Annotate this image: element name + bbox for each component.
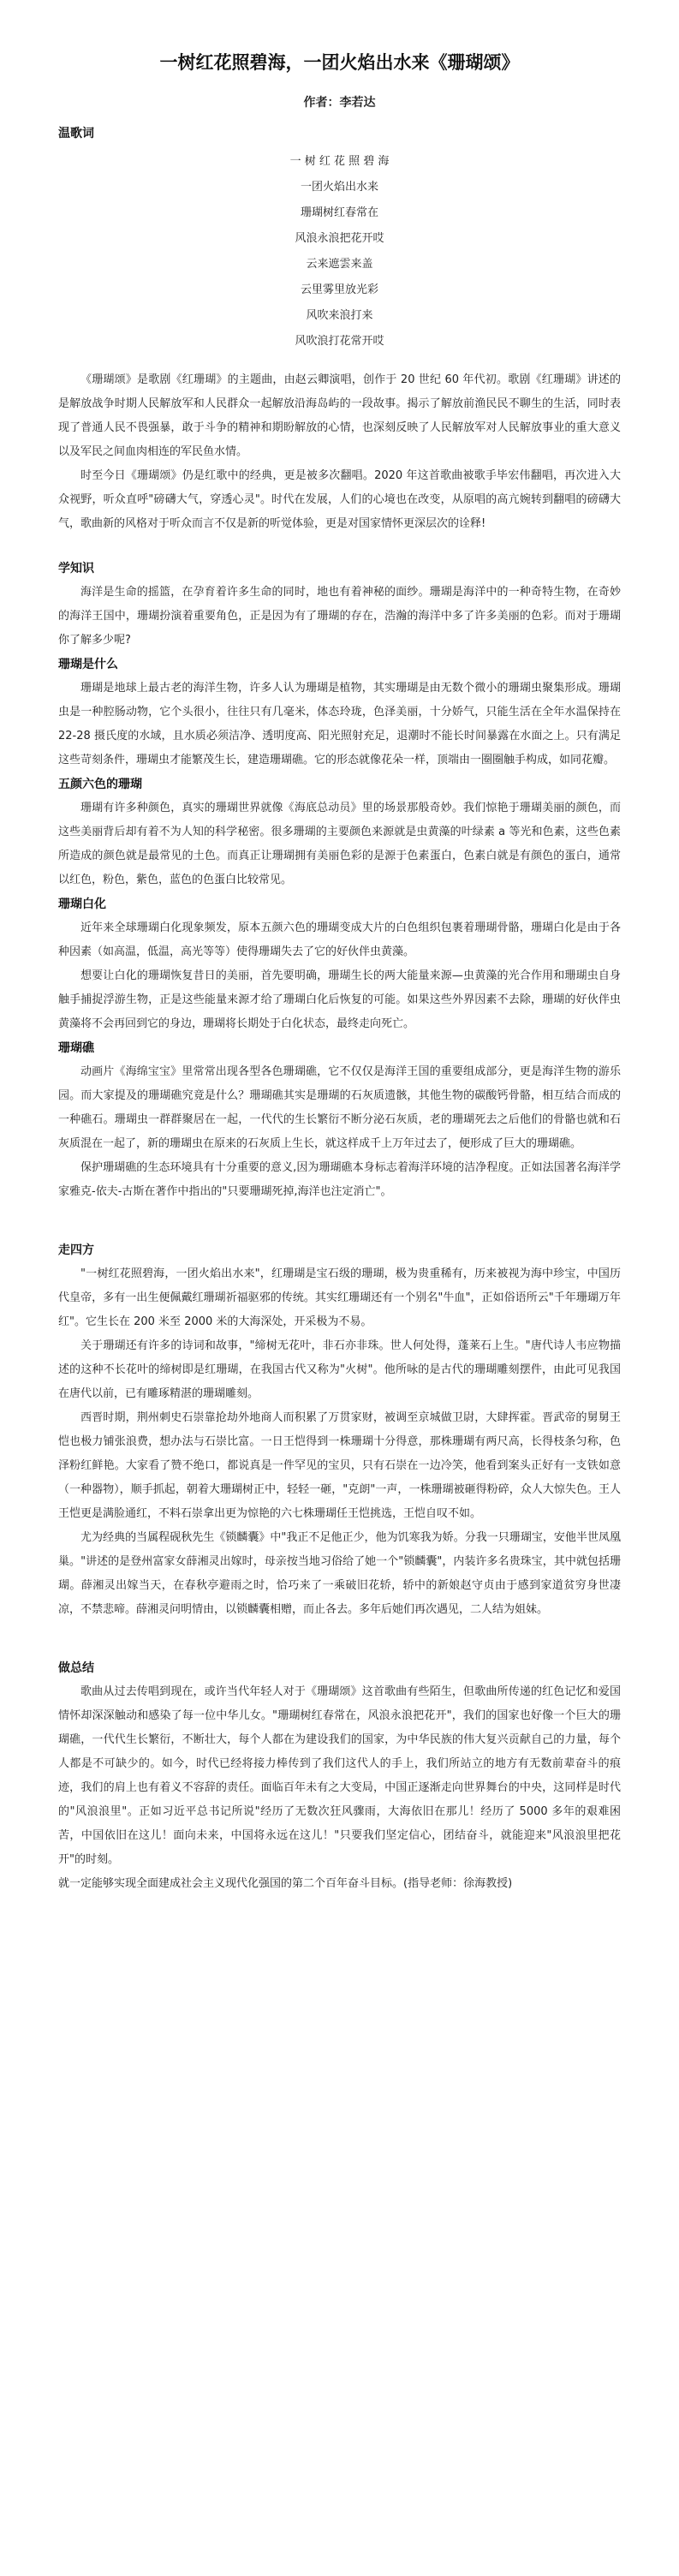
- lyric-line: 云里雾里放光彩: [300, 283, 378, 296]
- coral-definition-paragraph: 珊瑚是地球上最古老的海洋生物，许多人认为珊瑚是植物，其实珊瑚是由无数个微小的珊瑚虫聚集形成。珊瑚虫是一种腔肠动物，它个头很小，往往只有几毫米，体态玲珑，色泽美丽，十分娇气，只能生活在全年水温保持在 22-28 摄氏度的水域，且水质必须洁净、透明度高、阳光照射充足，退潮时不能长时间暴露在水面之上。只有满足这些苛刻条件，珊瑚虫才能繁茂生长，建造珊瑚礁。它的形态就像花朵一样，顶端由一圈圈触手构成，如同花瓣。: [58, 682, 621, 766]
- lyric-line: 云来遮雲来盖: [306, 258, 373, 271]
- walk-paragraph: 西晋时期，荆州刺史石崇靠抢劫外地商人而积累了万贯家财，被调至京城做卫尉，大肆挥霍。晋武帝的舅舅王恺也极力铺张浪费，想办法与石崇比富。一日王恺得到一株珊瑚十分得意，那株珊瑚有两尺高，长得枝条匀称，色泽粉红鲜艳。大家看了赞不绝口，都说真是一件罕见的宝贝，只有石崇在一边冷笑，他看到案头正好有一支铁如意（一种器物），顺手抓起，朝着大珊瑚树正中，轻轻一砸，"克朗"一声，一株珊瑚被砸得粉碎，众人大惊失色。王人王恺更是满脸通红，不料石崇拿出更为惊艳的六七株珊瑚任王恺挑选，王恺自叹不如。: [58, 1411, 621, 1520]
- lyric-line: 珊瑚树红春常在: [300, 206, 378, 219]
- walk-paragraph: 关于珊瑚还有许多的诗词和故事，"缔树无花叶，非石亦非珠。世人何处得，蓬莱石上生。"唐代诗人韦应物描述的这种不长花叶的缔树即是红珊瑚，在我国古代又称为"火树"。他所咏的是古代的珊瑚雕刻摆件，由此可见我国在唐代以前，已有雕琢精湛的珊瑚雕刻。: [58, 1339, 621, 1400]
- lyric-line: 一 树 红 花 照 碧 海: [289, 155, 390, 168]
- walk-heading: 走四方: [58, 1243, 94, 1257]
- lyric-line: 一团火焰出水来: [300, 181, 378, 194]
- learn-heading: 学知识: [58, 562, 94, 575]
- walk-paragraph: "一树红花照碧海，一团火焰出水来"，红珊瑚是宝石级的珊瑚，极为贵重稀有，历来被视为海中珍宝，中国历代皇帝，多有一出生便佩戴红珊瑚祈福驱邪的传统。其实红珊瑚还有一个别名"牛血"，正如俗语所云"千年珊瑚万年红"。它生长在 200 米至 2000 米的大海深处，开采极为不易。: [58, 1267, 621, 1328]
- author-line: 作者：李若达: [303, 96, 376, 110]
- lyric-line: 风吹来浪打来: [306, 309, 373, 322]
- subheading-coral-bleaching: 珊瑚白化: [58, 897, 106, 911]
- lyric-line: 风吹浪打花常开哎: [295, 335, 384, 348]
- intro-paragraph: 《珊瑚颂》是歌剧《红珊瑚》的主题曲，由赵云卿演唱，创作于 20 世纪 60 年代初。歌剧《红珊瑚》讲述的是解放战争时期人民解放军和人民群众一起解放沿海岛屿的一段故事。揭示了解放前渔民民不聊生的生活，同时表现了普通人民不畏强暴，敢于斗争的精神和期盼解放的心情，也深刻反映了人民解放军对人民解放事业的重大意义以及军民之间血肉相连的军民鱼水情。: [58, 373, 621, 458]
- reef-paragraph: 保护珊瑚礁的生态环境具有十分重要的意义,因为珊瑚礁本身标志着海洋环境的洁净程度。正如法国著名海洋学家雅克-依夫-古斯在著作中指出的"只要珊瑚死掉,海洋也注定消亡"。: [58, 1161, 621, 1198]
- intro-paragraph: 时至今日《珊瑚颂》仍是红歌中的经典，更是被多次翻唱。2020 年这首歌曲被歌手毕宏伟翻唱，再次进入大众视野，听众直呼"磅礴大气，穿透心灵"。时代在发展，人们的心境也在改变，从原唱的高亢婉转到翻唱的磅礴大气，歌曲新的风格对于听众而言不仅是新的听觉体验，更是对国家情怀更深层次的诠释!: [58, 469, 621, 530]
- article-title: 一树红花照碧海，一团火焰出水来《珊瑚颂》: [159, 52, 520, 73]
- lyric-line: 风浪永浪把花开哎: [295, 232, 384, 245]
- coral-colors-paragraph: 珊瑚有许多种颜色，真实的珊瑚世界就像《海底总动员》里的场景那般奇妙。我们惊艳于珊瑚美丽的颜色，而这些美丽背后却有着不为人知的科学秘密。很多珊瑚的主要颜色来源就是虫黄藻的叶绿素 a 等光和色素，这些色素所造成的颜色就是最常见的土色。而真正让珊瑚拥有美丽色彩的是源于色素蛋白，色素白就是有颜色的蛋白，通常以红色，粉色，紫色，蓝色的色蛋白比较常见。: [58, 802, 621, 886]
- subheading-coral-reef: 珊瑚礁: [58, 1041, 94, 1055]
- closing-paragraph: 就一定能够实现全面建成社会主义现代化强国的第二个百年奋斗目标。(指导老师：徐海教授): [58, 1877, 513, 1890]
- lyrics-block: [58, 149, 621, 355]
- learn-intro-paragraph: 海洋是生命的摇篮，在孕育着许多生命的同时，地也有着神秘的面纱。珊瑚是海洋中的一种奇特生物，在奇妙的海洋王国中，珊瑚扮演着重要角色，正是因为有了珊瑚的存在，浩瀚的海洋中多了许多美丽的色彩。而对于珊瑚你了解多少呢?: [58, 586, 621, 647]
- reef-paragraph: 动画片《海绵宝宝》里常常出现各型各色珊瑚礁，它不仅仅是海洋王国的重要组成部分，更是海洋生物的游乐园。而大家提及的珊瑚礁究竟是什么？珊瑚礁其实是珊瑚的石灰质遗骸，其他生物的碳酸钙骨骼，相互结合而成的一种礁石。珊瑚虫一群群聚居在一起，一代代的生长繁衍不断分泌石灰质，老的珊瑚死去之后他们的骨骼也就和石灰质混在一起了，新的珊瑚虫在原来的石灰质上生长，就这样成千上万年过去了，便形成了巨大的珊瑚礁。: [58, 1065, 621, 1150]
- walk-paragraph: 尤为经典的当属程砚秋先生《锁麟囊》中"我正不足他正少，他为饥寒我为娇。分我一只珊瑚宝，安他半世凤凰巢。"讲述的是登州富家女薛湘灵出嫁时，母亲按当地习俗给了她一个"锁麟囊"，内装许多名贵珠宝，其中就包括珊瑚。薛湘灵出嫁当天，在春秋亭避雨之时，恰巧来了一乘破旧花轿，轿中的新娘赵守贞由于感到家道贫穷身世凄凉，不禁悲啼。薛湘灵问明情由，以锁麟囊相赠，而止各去。多年后她们再次遇见，二人结为姐妹。: [58, 1531, 621, 1616]
- bleaching-paragraph: 想要让白化的珊瑚恢复昔日的美丽，首先要明确，珊瑚生长的两大能量来源—虫黄藻的光合作用和珊瑚虫自身触手捕捉浮游生物，正是这些能量来源才给了珊瑚白化后恢复的可能。如果这些外界因素不去除，珊瑚的好伙伴虫黄藻将不会再回到它的身边，珊瑚将长期处于白化状态，最终走向死亡。: [58, 969, 621, 1030]
- subheading-coral-colors: 五颜六色的珊瑚: [58, 778, 142, 791]
- reflect-heading: 做总结: [58, 1661, 94, 1675]
- bleaching-paragraph: 近年来全球珊瑚白化现象频发，原本五颜六色的珊瑚变成大片的白色组织包裹着珊瑚骨骼，珊瑚白化是由于各种因素（如高温，低温，高光等等）使得珊瑚失去了它的好伙伴虫黄藻。: [58, 921, 621, 958]
- lyrics-heading: 温歌词: [58, 127, 94, 140]
- subheading-what-is-coral: 珊瑚是什么: [58, 658, 118, 671]
- reflect-paragraph: 歌曲从过去传唱到现在，或许当代年轻人对于《珊瑚颂》这首歌曲有些陌生，但歌曲所传递的红色记忆和爱国情怀却深深触动和感染了每一位中华儿女。"珊瑚树红春常在，风浪永浪把花开"，我们的国家也好像一个巨大的珊瑚礁，一代代生长繁衍，不断壮大，每个人都在为建设我们的国家，为中华民族的伟大复兴贡献自己的力量，每个人都是不可缺少的。如今，时代已经将接力棒传到了我们这代人的手上，我们所站立的地方有无数前辈奋斗的痕迹，我们的肩上也有着义不容辞的责任。面临百年未有之大变局，中国正逐渐走向世界舞台的中央，这同样是时代的"风浪浪里"。正如习近平总书记所说"经历了无数次狂风骤雨，大海依旧在那儿！经历了 5000 多年的艰难困苦，中国依旧在这儿！面向未来，中国将永远在这儿！"只要我们坚定信心，团结奋斗，就能迎来"风浪浪里把花开"的时刻。: [58, 1685, 621, 1866]
